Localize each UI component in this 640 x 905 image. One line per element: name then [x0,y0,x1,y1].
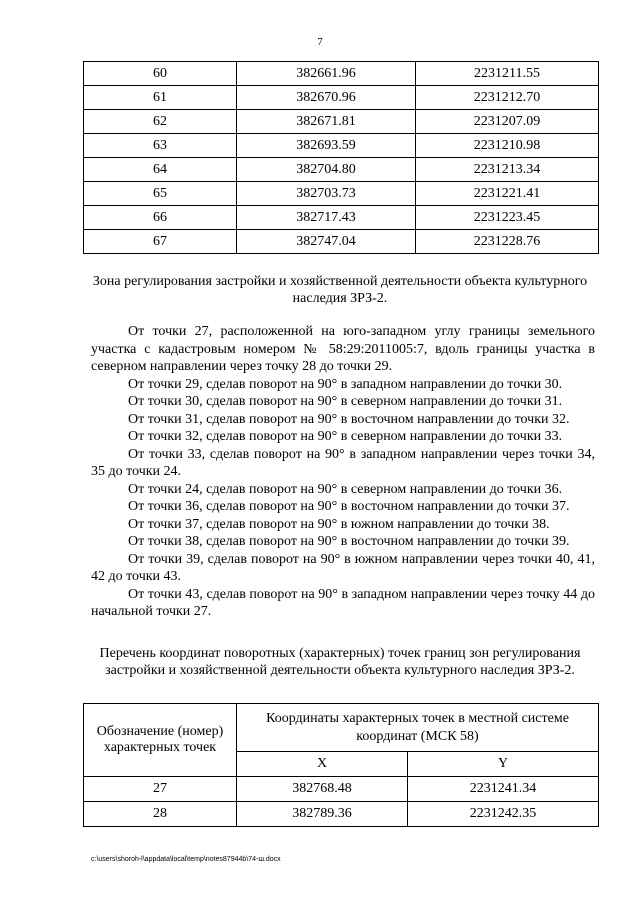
table-row [84,134,599,158]
table-row [84,777,599,802]
paragraph: От точки 27, расположенной на юго-западном углу границы земельного участка с кадастровым номером № 58:29:2011005:7, вдоль границы участка в северном направлении через точку 28 до точки 29. [91,324,595,374]
coord-y: 2231223.45 [416,206,599,230]
table-row [84,86,599,110]
coord-x: 382693.59 [237,134,416,158]
paragraph: От точки 24, сделав поворот на 90° в северном направлении до точки 36. [128,481,563,497]
paragraph: От точки 30, сделав поворот на 90° в северном направлении до точки 31. [128,394,563,409]
coord-x: 382661.96 [237,62,416,86]
point-number: 67 [84,230,237,254]
coord-y: 2231210.98 [416,134,599,158]
paragraph: От точки 31, сделав поворот на 90° в восточном направлении до точки 32. [128,411,570,427]
paragraph: От точки 29, сделав поворот на 90° в западном направлении до точки 30. [128,376,563,392]
paragraph: От точки 36, сделав поворот на 90° в восточном направлении до точки 37. [128,499,570,514]
table-row [84,62,599,86]
coord-y: 2231211.55 [416,62,599,86]
coord-x: 382703.73 [237,182,416,206]
boundary-description [91,323,595,621]
paragraph: От точки 38, сделав поворот на 90° в восточном направлении до точки 39. [128,534,570,549]
paragraph: От точки 32, сделав поворот на 90° в северном направлении до точки 33. [128,429,563,444]
table-row [84,110,599,134]
coord-y: 2231212.70 [416,86,599,110]
table-row [84,230,599,254]
header-point-designation: Обозначение (номер) характерных точек [84,704,237,777]
table-row [84,206,599,230]
coord-y: 2231242.35 [408,802,599,827]
coordinates-list-heading: Перечень координат поворотных (характерных) точек границ зон регулирования застройки и хозяйственной деятельности объекта культурного наследия ЗРЗ-2. [99,646,581,678]
file-path-footer: c:\users\shoroh-l\appdata\local\temp\notes87944b\74-ш.docx [91,856,281,863]
coordinates-table-bottom [83,703,599,827]
header-y: Y [408,752,599,777]
header-x: X [237,752,408,777]
coord-x: 382717.43 [237,206,416,230]
table-row [84,158,599,182]
page-number: 7 [317,36,323,48]
point-number: 61 [84,86,237,110]
coord-y: 2231228.76 [416,230,599,254]
coord-y: 2231213.34 [416,158,599,182]
coord-y: 2231221.41 [416,182,599,206]
zone-heading: Зона регулирования застройки и хозяйственной деятельности объекта культурного наследия ЗРЗ-2. [92,274,588,306]
coord-x: 382789.36 [237,802,408,827]
coord-x: 382671.81 [237,110,416,134]
coord-x: 382670.96 [237,86,416,110]
coord-y: 2231241.34 [408,777,599,802]
paragraph: От точки 33, сделав поворот на 90° в западном направлении через точки 34, 35 до точки 24. [91,446,595,479]
table-row [84,182,599,206]
table-row [84,802,599,827]
paragraph: От точки 39, сделав поворот на 90° в южном направлении через точки 40, 41, 42 до точки 43. [91,551,595,584]
coordinates-table-top [83,61,599,254]
point-number: 28 [84,802,237,827]
point-number: 65 [84,182,237,206]
point-number: 63 [84,134,237,158]
paragraph: От точки 37, сделав поворот на 90° в южном направлении до точки 38. [128,516,550,532]
header-coordinates: Координаты характерных точек в местной системе координат (МСК 58) [237,704,599,752]
coord-x: 382768.48 [237,777,408,802]
point-number: 60 [84,62,237,86]
coord-x: 382704.80 [237,158,416,182]
paragraph: От точки 43, сделав поворот на 90° в западном направлении через точку 44 до начальной точки 27. [91,586,595,619]
point-number: 27 [84,777,237,802]
point-number: 66 [84,206,237,230]
coord-y: 2231207.09 [416,110,599,134]
point-number: 64 [84,158,237,182]
point-number: 62 [84,110,237,134]
coord-x: 382747.04 [237,230,416,254]
